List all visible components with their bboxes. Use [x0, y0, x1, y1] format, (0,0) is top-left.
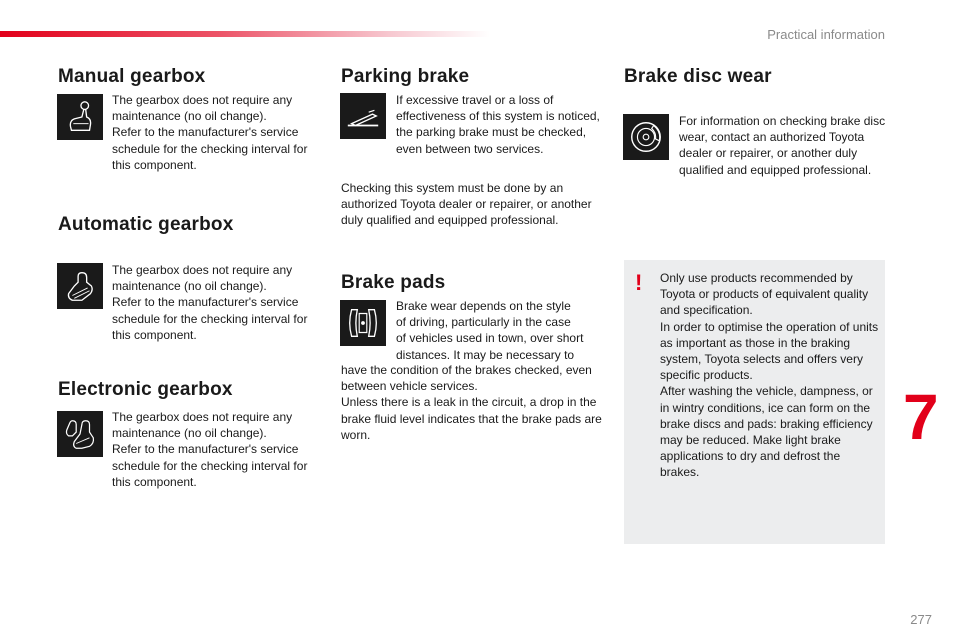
brake-pads-heading: Brake pads [341, 272, 446, 293]
brake-pads-text-lead: Brake wear depends on the style of driving, particularly in the case of vehicles used in town, over short distances. It may be necessary to [396, 299, 584, 362]
header-accent-bar [0, 31, 490, 37]
automatic-gearbox-heading: Automatic gearbox [58, 214, 234, 235]
parking-brake-heading: Parking brake [341, 66, 470, 87]
warning-text: Only use products recommended by Toyota or products of equivalent quality and specification. In order to optimise the operation of units as important as those in the braking system, Toyota selects and offers very specific products. After washing the vehicle, dampness, or in wintry conditions, ice can form on the brake discs and pads: braking efficiency may be reduced. Make light brake applications to dry and defrost the brakes. [660, 271, 879, 480]
manual-gearbox-text: The gearbox does not require any maintenance (no oil change). Refer to the manufacturer's service schedule for the checking interval for this component. [112, 93, 308, 172]
section-header-title: Practical information [767, 27, 885, 42]
brake-pads-icon [340, 300, 386, 346]
manual-gearbox-heading: Manual gearbox [58, 66, 206, 87]
electronic-gearbox-text: The gearbox does not require any maintenance (no oil change). Refer to the manufacturer's service schedule for the checking interval for this component. [112, 410, 308, 489]
electronic-gear-selector-icon [57, 411, 103, 457]
page-number: 277 [910, 612, 932, 627]
parking-brake-check-text: Checking this system must be done by an authorized Toyota dealer or repairer, or another duly qualified and equipped professional. [341, 181, 592, 228]
automatic-gearbox-text: The gearbox does not require any maintenance (no oil change). Refer to the manufacturer's service schedule for the checking interval for this component. [112, 263, 308, 342]
electronic-gearbox-heading: Electronic gearbox [58, 379, 233, 400]
brake-pads-text-rest: have the condition of the brakes checked, even between vehicle services. Unless there is a leak in the circuit, a drop in the brake fluid level indicates that the brake pads are worn. [341, 363, 602, 442]
chapter-number: 7 [903, 381, 939, 453]
automatic-gear-selector-icon [57, 263, 103, 309]
parking-brake-lever-icon [340, 93, 386, 139]
manual-gear-lever-icon [57, 94, 103, 140]
brake-disc-wear-heading: Brake disc wear [624, 66, 772, 87]
warning-exclamation-icon: ! [635, 270, 643, 295]
brake-disc-wear-text: For information on checking brake disc wear, contact an authorized Toyota dealer or repairer, or another duly qualified and equipped professional. [679, 114, 886, 177]
brake-disc-icon [623, 114, 669, 160]
parking-brake-text: If excessive travel or a loss of effectiveness of this system is noticed, the parking brake must be checked, even between two services. [396, 93, 600, 156]
